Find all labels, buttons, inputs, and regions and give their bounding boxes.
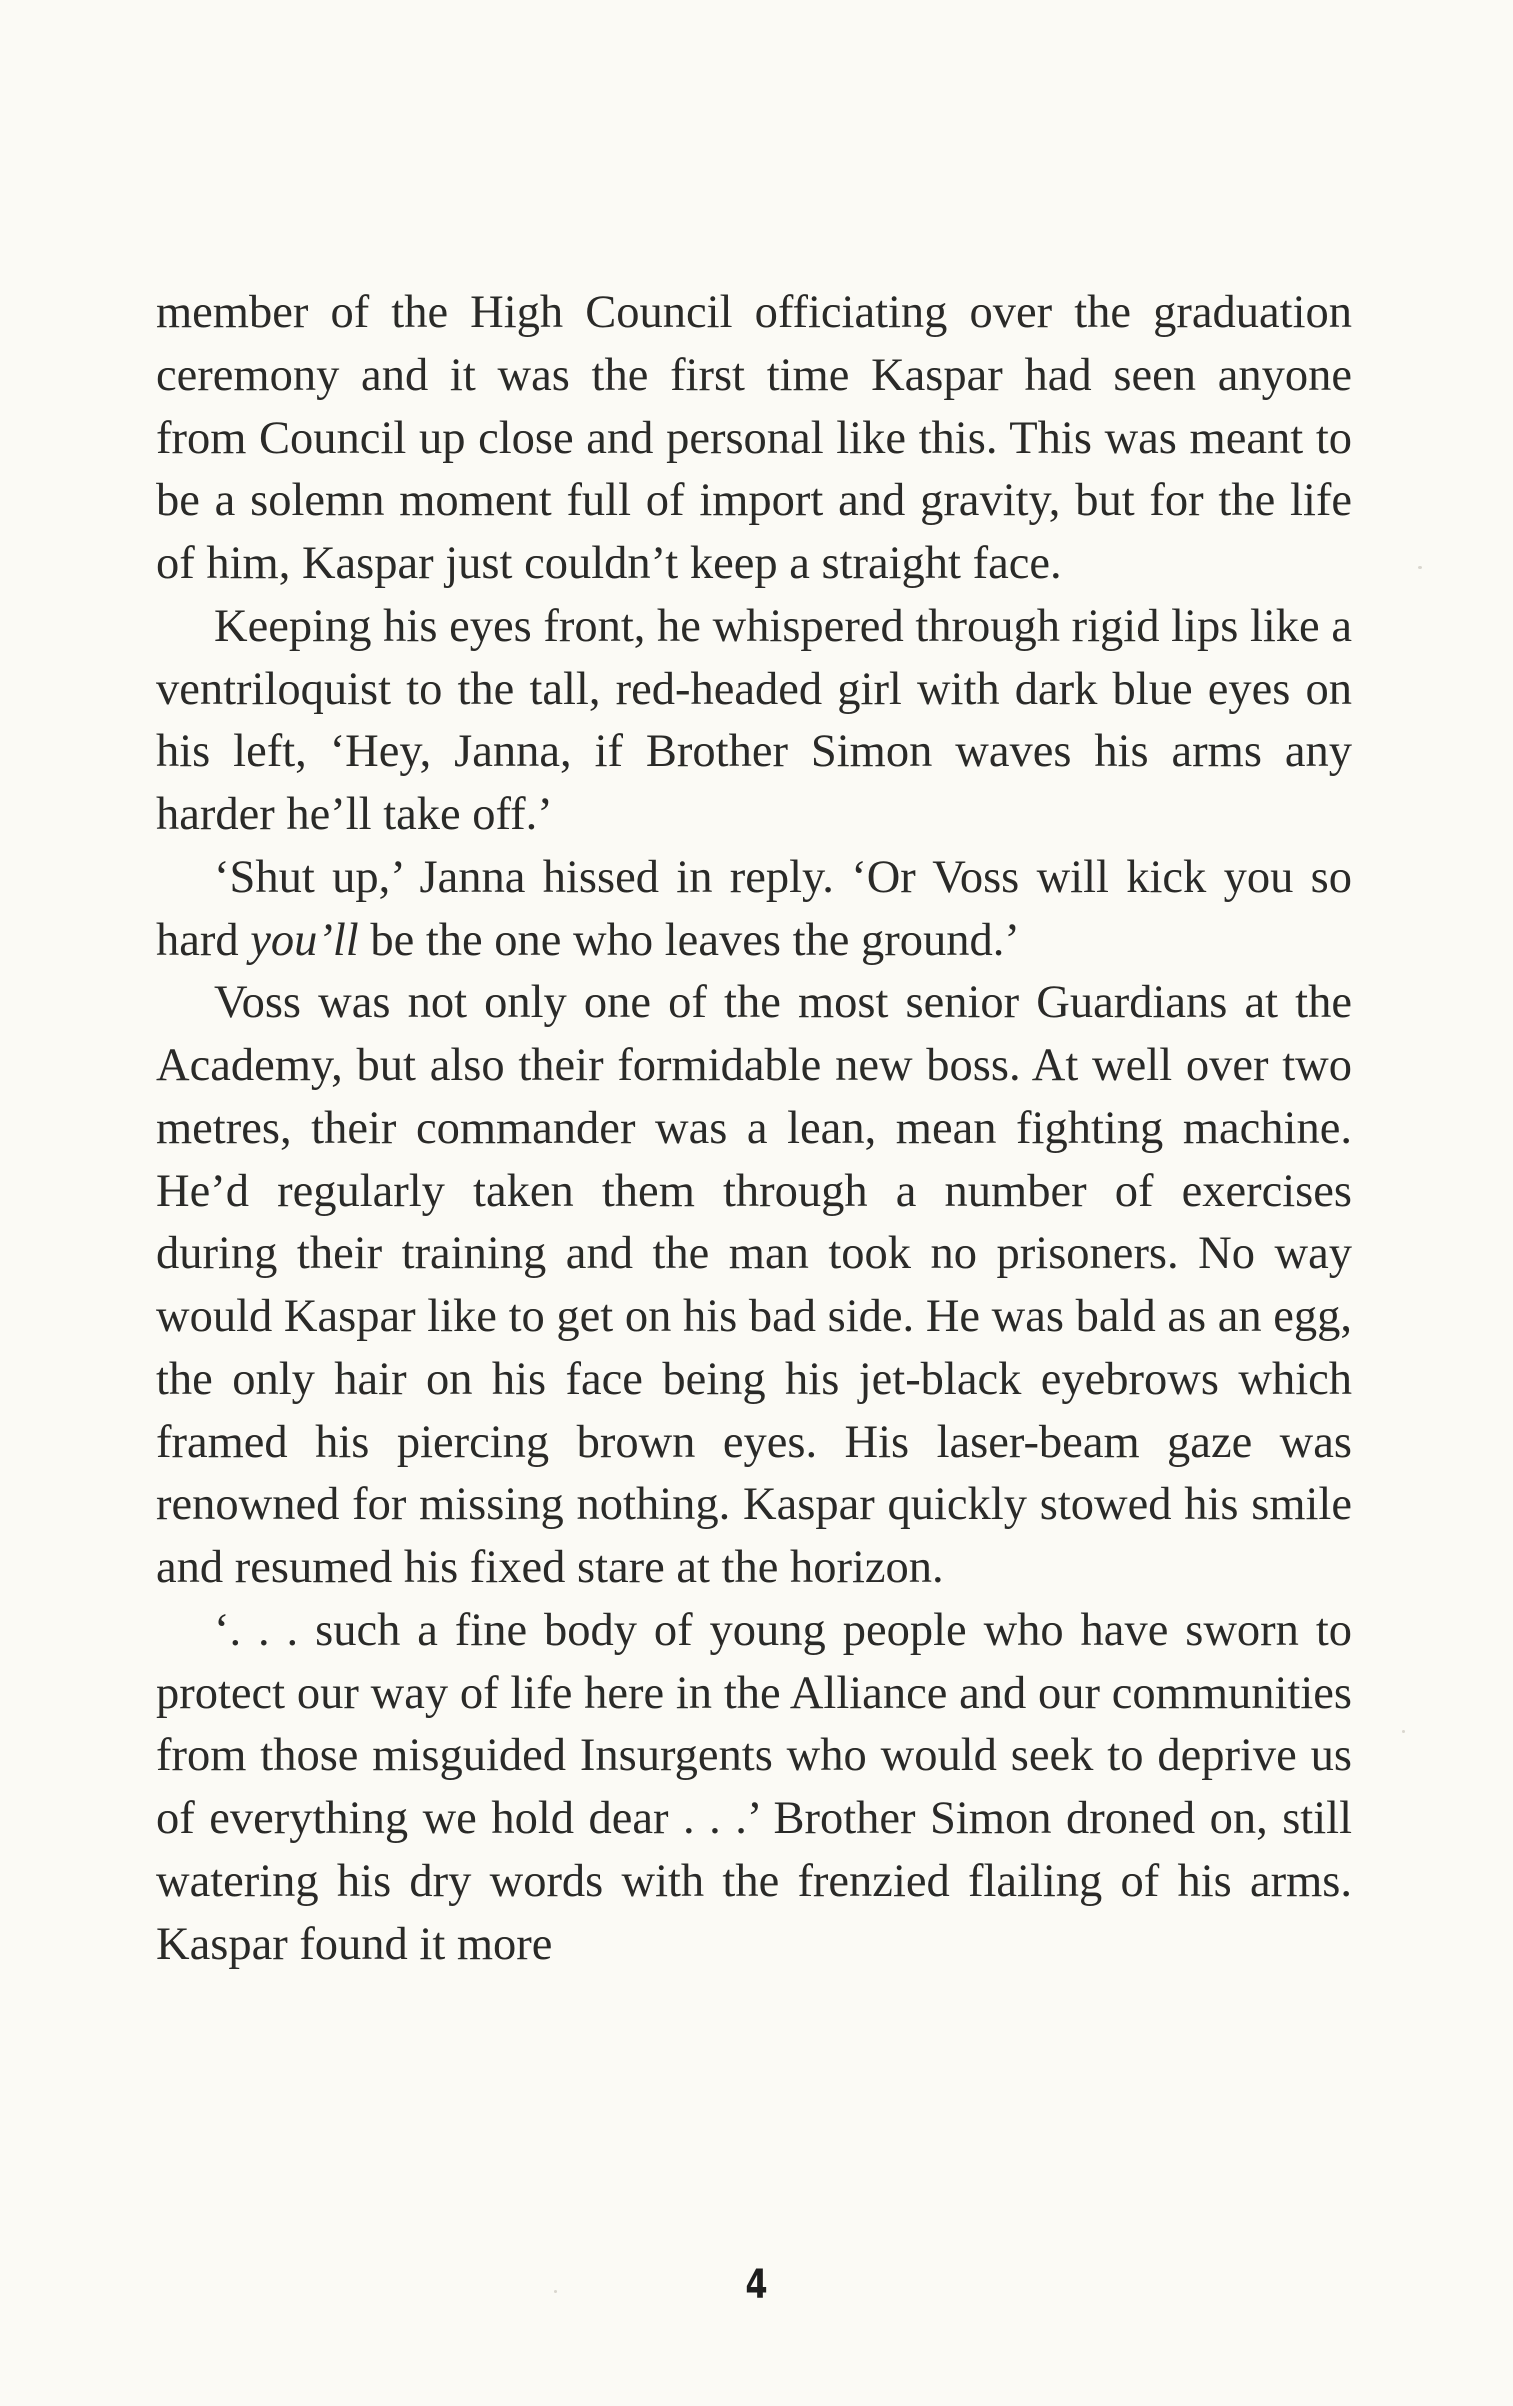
paragraph-5 bbox=[156, 1600, 1352, 1977]
paper-speck bbox=[554, 2290, 557, 2293]
body-text bbox=[156, 282, 1352, 1976]
paragraph-3-text-b: be the one who leaves the ground.’ bbox=[358, 914, 1020, 966]
paragraph-5-text: ‘. . . such a fine body of young people who have sworn to protect our way of life here in the Alliance and our communities from those misguided Insurgents who would seek to deprive us of everything we hold dear . . .’ Brother Simon droned on, still watering his dry words with the frenzied flailing of his arms. Kaspar found it more bbox=[156, 1604, 1352, 1970]
paragraph-1-text: member of the High Council officiating over the graduation ceremony and it was the first time Kaspar had seen anyone from Council up close and personal like this. This was meant to be a solemn moment full of import and gravity, but for the life of him, Kaspar just couldn’t keep a straight face. bbox=[156, 287, 1352, 589]
paragraph-2-text: Keeping his eyes front, he whispered through rigid lips like a ventriloquist to the tall, red-headed girl with dark blue eyes on his left, ‘Hey, Janna, if Brother Simon waves his arms any harder he’ll take off.’ bbox=[156, 600, 1352, 840]
paragraph-4-text: Voss was not only one of the most senior Guardians at the Academy, but also their formidable new boss. At well over two metres, their commander was a lean, mean fighting machine. He’d regularly taken them through a number of exercises during their training and the man took no prisoners. No way would Kaspar like to get on his bad side. He was bald as an egg, the only hair on his face being his jet-black eyebrows which framed his piercing brown eyes. His laser-beam gaze was renowned for missing nothing. Kaspar quickly stowed his smile and resumed his fixed stare at the horizon. bbox=[156, 977, 1352, 1593]
paragraph-3-italic: you’ll bbox=[250, 914, 359, 966]
paper-speck bbox=[1418, 566, 1422, 569]
paragraph-2 bbox=[156, 596, 1352, 847]
paragraph-1 bbox=[156, 282, 1352, 596]
paragraph-3-text-a: ‘Shut up,’ Janna hissed in reply. ‘Or Voss will kick you so hard bbox=[156, 851, 1352, 966]
paper-speck bbox=[1402, 1730, 1405, 1733]
paragraph-4 bbox=[156, 972, 1352, 1600]
page-number: 4 bbox=[745, 2262, 768, 2308]
paragraph-3 bbox=[156, 847, 1352, 973]
